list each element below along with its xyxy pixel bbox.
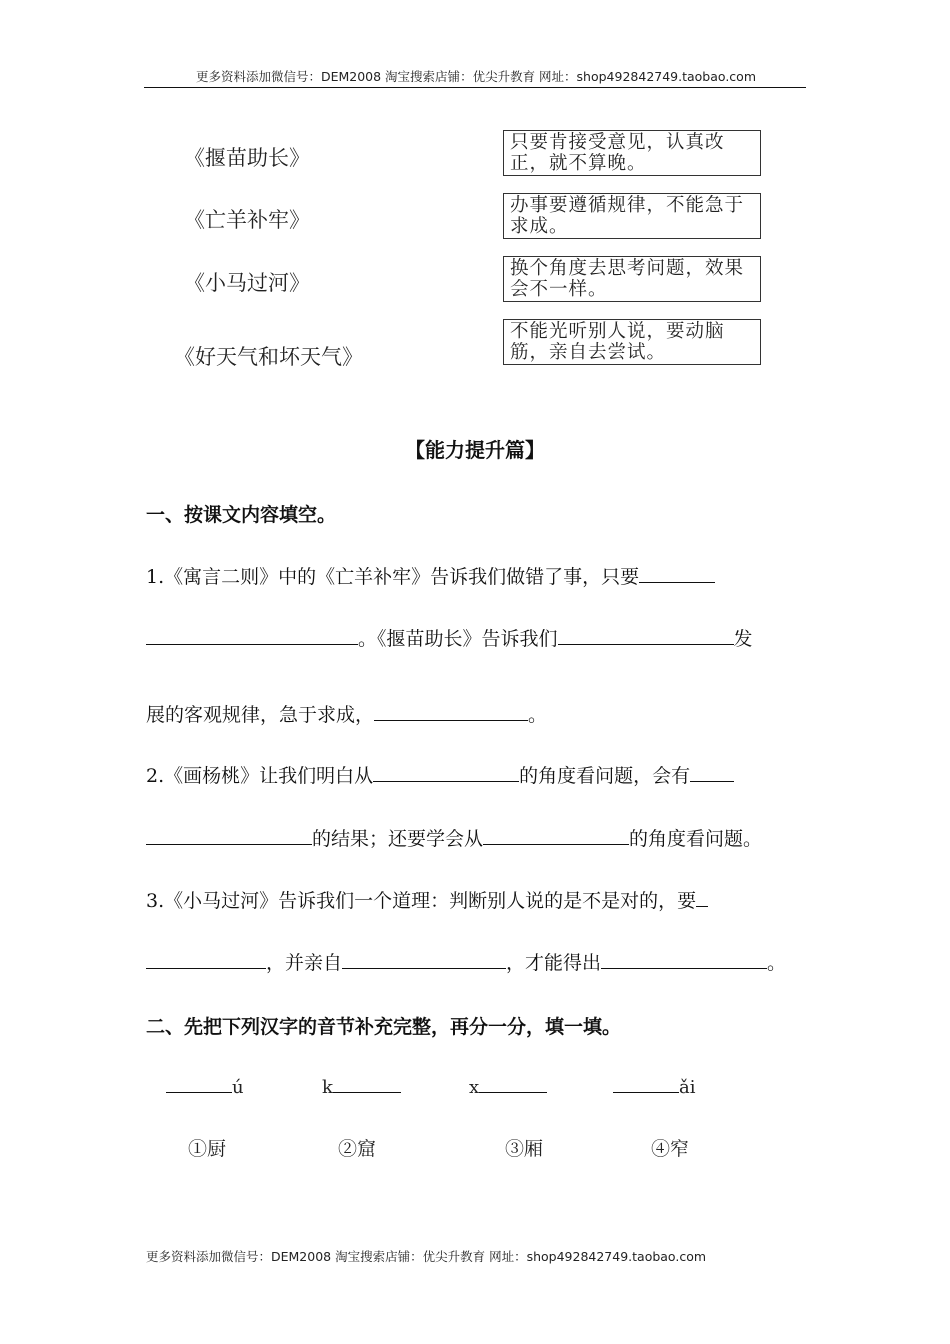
q1-line1 [146,562,715,589]
q3-text-c: ，才能得出 [506,952,602,974]
section-title: 【能力提升篇】 [405,438,545,462]
q1-text-e: 。 [528,704,548,726]
answer-blank[interactable] [483,824,629,845]
answer-blank[interactable] [146,824,312,845]
answer-blank[interactable] [696,886,708,907]
page-header: 更多资料添加微信号：DEM2008 淘宝搜索店铺：优尖升教育 网址：shop492842749.taobao.com [195,69,757,84]
character-option: ③厢 [505,1138,544,1160]
character-option: ④窄 [651,1138,690,1160]
q2-line2 [146,824,762,851]
q1-text-a: 1.《寓言二则》中的《亡羊补牢》告诉我们做错了事，只要 [146,566,640,588]
answer-blank[interactable] [146,624,358,645]
q1-text-d: 展的客观规律，急于求成， [146,704,375,726]
story-title: 《亡羊补牢》 [184,208,310,232]
story-title: 《小马过河》 [184,271,310,295]
page-footer: 更多资料添加微信号：DEM2008 淘宝搜索店铺：优尖升教育 网址：shop492842749.taobao.com [146,1249,707,1264]
q1-line3 [146,700,547,727]
moral-box: 只要肯接受意见，认真改正，就不算晚。 [503,130,761,176]
answer-blank[interactable] [333,1074,401,1093]
answer-blank[interactable] [342,948,506,969]
answer-blank[interactable] [613,1074,679,1093]
syllable-item: x [469,1074,547,1098]
answer-blank[interactable] [166,1074,232,1093]
answer-blank[interactable] [146,948,266,969]
q2-text-c: 的结果；还要学会从 [312,828,484,850]
answer-blank[interactable] [639,562,715,583]
character-option: ②窟 [338,1138,377,1160]
q2-text-a: 2.《画杨桃》让我们明白从 [146,765,374,787]
answer-blank[interactable] [373,761,519,782]
part1-heading: 一、按课文内容填空。 [146,504,337,526]
header-divider [144,87,806,88]
q2-text-b: 的角度看问题，会有 [519,765,691,787]
moral-box: 办事要遵循规律，不能急于求成。 [503,193,761,239]
q1-line2 [146,624,753,651]
story-title: 《好天气和坏天气》 [174,345,363,369]
moral-box: 换个角度去思考问题，效果会不一样。 [503,256,761,302]
character-option: ①厨 [188,1138,227,1160]
q2-line1 [146,761,734,788]
q3-text-a: 3.《小马过河》告诉我们一个道理：判断别人说的是不是对的，要 [146,890,697,912]
story-title: 《揠苗助长》 [184,146,310,170]
q3-text-d: 。 [767,952,787,974]
part2-heading: 二、先把下列汉字的音节补充完整，再分一分，填一填。 [146,1016,622,1038]
answer-blank[interactable] [374,700,528,721]
q3-text-b: ，并亲自 [266,952,343,974]
answer-blank[interactable] [558,624,734,645]
q3-line1 [146,886,708,913]
answer-blank[interactable] [690,761,734,782]
syllable-item: ǎi [613,1074,696,1098]
syllable-item: ú [166,1074,244,1098]
answer-blank[interactable] [601,948,767,969]
syllable-item: k [322,1074,401,1098]
q2-text-d: 的角度看问题。 [629,828,763,850]
q1-text-b: 。《揠苗助长》告诉我们 [358,628,558,650]
answer-blank[interactable] [479,1074,547,1093]
q3-line2 [146,948,786,975]
moral-box: 不能光听别人说，要动脑筋，亲自去尝试。 [503,319,761,365]
q1-text-c: 发 [733,628,753,650]
